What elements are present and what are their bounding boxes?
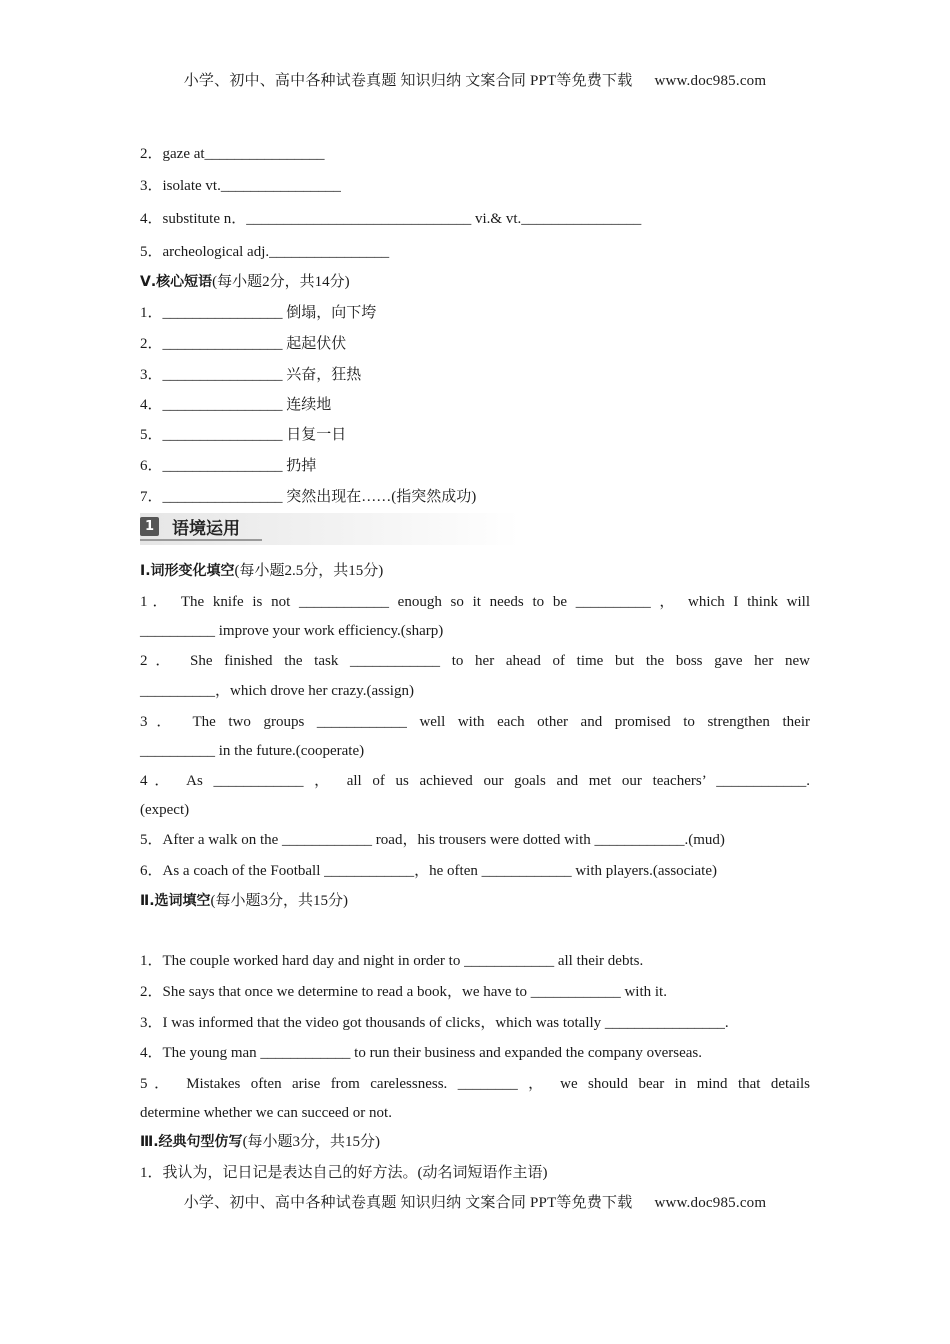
section-banner [140,513,520,545]
section-heading [140,561,810,581]
question-line: 1． The knife is not ____________ enough so it needs to be __________ ， which I think will [140,594,810,610]
section-note: (每小题2.5分，共15分) [234,563,384,579]
question-line: determine whether we can succeed or not. [140,1105,392,1121]
question-line: 1．我认为，记日记是表达自己的好方法。(动名词短语作主语) [140,1165,548,1181]
question-line: 5．After a walk on the ____________ road，his trousers were dotted with ____________.(mud) [140,832,725,848]
page-footer [0,1191,950,1212]
section-heading [140,1132,810,1152]
phrase-item: 1．________________ 倒塌，向下垮 [140,305,377,321]
section-note: (每小题3分，共15分) [242,1134,381,1150]
question-line: 4． As ____________ ， all of us achieved our goals and met our teachers’ ____________. [140,773,810,789]
section-title: Ⅱ.选词填空 [140,893,211,909]
header-text: 小学、初中、高中各种试卷真题 知识归纳 文案合同 PPT等免费下载 [183,73,633,89]
page-header [0,69,950,90]
banner-badge: 1 [140,517,159,536]
footer-url: www.doc985.com [654,1195,767,1211]
section-heading [140,891,810,911]
question-line: __________，which drove her crazy.(assign) [140,683,414,699]
vocab-item: 3．isolate vt.________________ [140,178,341,194]
phrase-item: 6．________________ 扔掉 [140,458,317,474]
phrase-item: 5．________________ 日复一日 [140,427,347,443]
question-line: 3． The two groups ____________ well with each other and promised to strengthen their [140,714,810,730]
question-line: __________ in the future.(cooperate) [140,743,365,759]
question-line: __________ improve your work efficiency.(sharp) [140,623,444,639]
section-heading [140,272,810,292]
vocab-item: 4．substitute n．______________________________ vi.& vt.________________ [140,211,642,227]
question-line: 3．I was informed that the video got thousands of clicks，which was totally ________________. [140,1015,729,1031]
section-title: Ⅰ.词形变化填空 [140,563,235,579]
header-url: www.doc985.com [654,73,767,89]
question-line: (expect) [140,802,190,818]
phrase-item: 7．________________ 突然出现在……(指突然成功) [140,489,477,505]
question-line: 2．She says that once we determine to read a book，we have to ____________ with it. [140,984,667,1000]
question-line: 2． She finished the task ____________ to her ahead of time but the boss gave her new [140,653,810,669]
phrase-item: 2．________________ 起起伏伏 [140,336,347,352]
section-title: Ⅲ.经典句型仿写 [140,1134,243,1150]
banner-underline [140,539,262,541]
question-line: 4．The young man ____________ to run their business and expanded the company overseas. [140,1045,702,1061]
footer-text: 小学、初中、高中各种试卷真题 知识归纳 文案合同 PPT等免费下载 [183,1195,633,1211]
question-line: 5． Mistakes often arise from carelessness. ________ ， we should bear in mind that details [140,1076,810,1092]
banner-title: 语境运用 [172,519,240,539]
question-line: 1．The couple worked hard day and night in order to ____________ all their debts. [140,953,644,969]
section-title: Ⅴ.核心短语 [140,274,213,290]
vocab-item: 2．gaze at________________ [140,146,325,162]
section-note: (每小题3分，共15分) [210,893,349,909]
phrase-item: 3．________________ 兴奋，狂热 [140,367,362,383]
section-note: (每小题2分，共14分) [212,274,350,290]
question-line: 6．As a coach of the Football ____________，he often ____________ with players.(associate) [140,863,717,879]
phrase-item: 4．________________ 连续地 [140,397,332,413]
vocab-item: 5．archeological adj.________________ [140,244,390,260]
